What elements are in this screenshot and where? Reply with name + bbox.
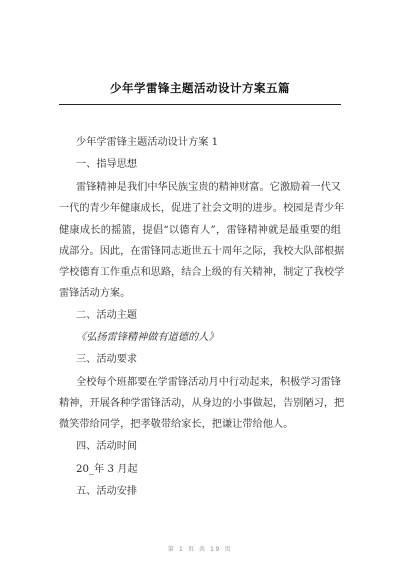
paragraph-line: 微笑带给同学，把孝敬带给家长，把谦让带给他人。 (59, 419, 294, 430)
paragraph-line: 成部分。因此，在雷锋同志逝世五十周年之际，我校大队部根据 (59, 246, 345, 257)
section-heading-requirements: 三、活动要求 (76, 354, 138, 365)
activity-time-text: 20_年 3 月起 (76, 464, 138, 475)
theme-text: 《弘扬雷锋精神做有道德的人》 (76, 332, 219, 343)
paragraph-line: 一代的青少年健康成长，促进了社会文明的进步。校园是青少年 (59, 203, 345, 214)
section-heading-theme: 二、活动主题 (76, 310, 138, 321)
document-title: 少年学雷锋主题活动设计方案五篇 (110, 81, 290, 95)
paragraph-line: 雷锋活动方案。 (59, 288, 131, 299)
paragraph-line: 全校每个班都要在学雷锋活动月中行动起来，积极学习雷锋 (76, 377, 341, 388)
section-heading-guiding-ideology: 一、指导思想 (76, 159, 138, 170)
section-heading-arrangement: 五、活动安排 (76, 486, 138, 497)
paragraph-line: 精神，开展各种学雷锋活动，从身边的小事做起，告别陋习，把 (59, 398, 345, 409)
paragraph-line: 学校德育工作重点和思路，结合上级的有关精神，制定了我校学 (59, 267, 345, 278)
paragraph-line: 雷锋精神是我们中华民族宝贵的精神财富。它激励着一代又 (76, 182, 341, 193)
title-divider (59, 104, 341, 105)
plan-heading: 少年学雷锋主题活动设计方案 1 (76, 137, 219, 148)
section-heading-time: 四、活动时间 (76, 441, 138, 452)
page-footer: 第 1 页 共 19 页 (167, 546, 233, 553)
paragraph-line: 健康成长的摇篮，提倡“以德育人”，雷锋精神就是最重要的组 (59, 225, 341, 236)
